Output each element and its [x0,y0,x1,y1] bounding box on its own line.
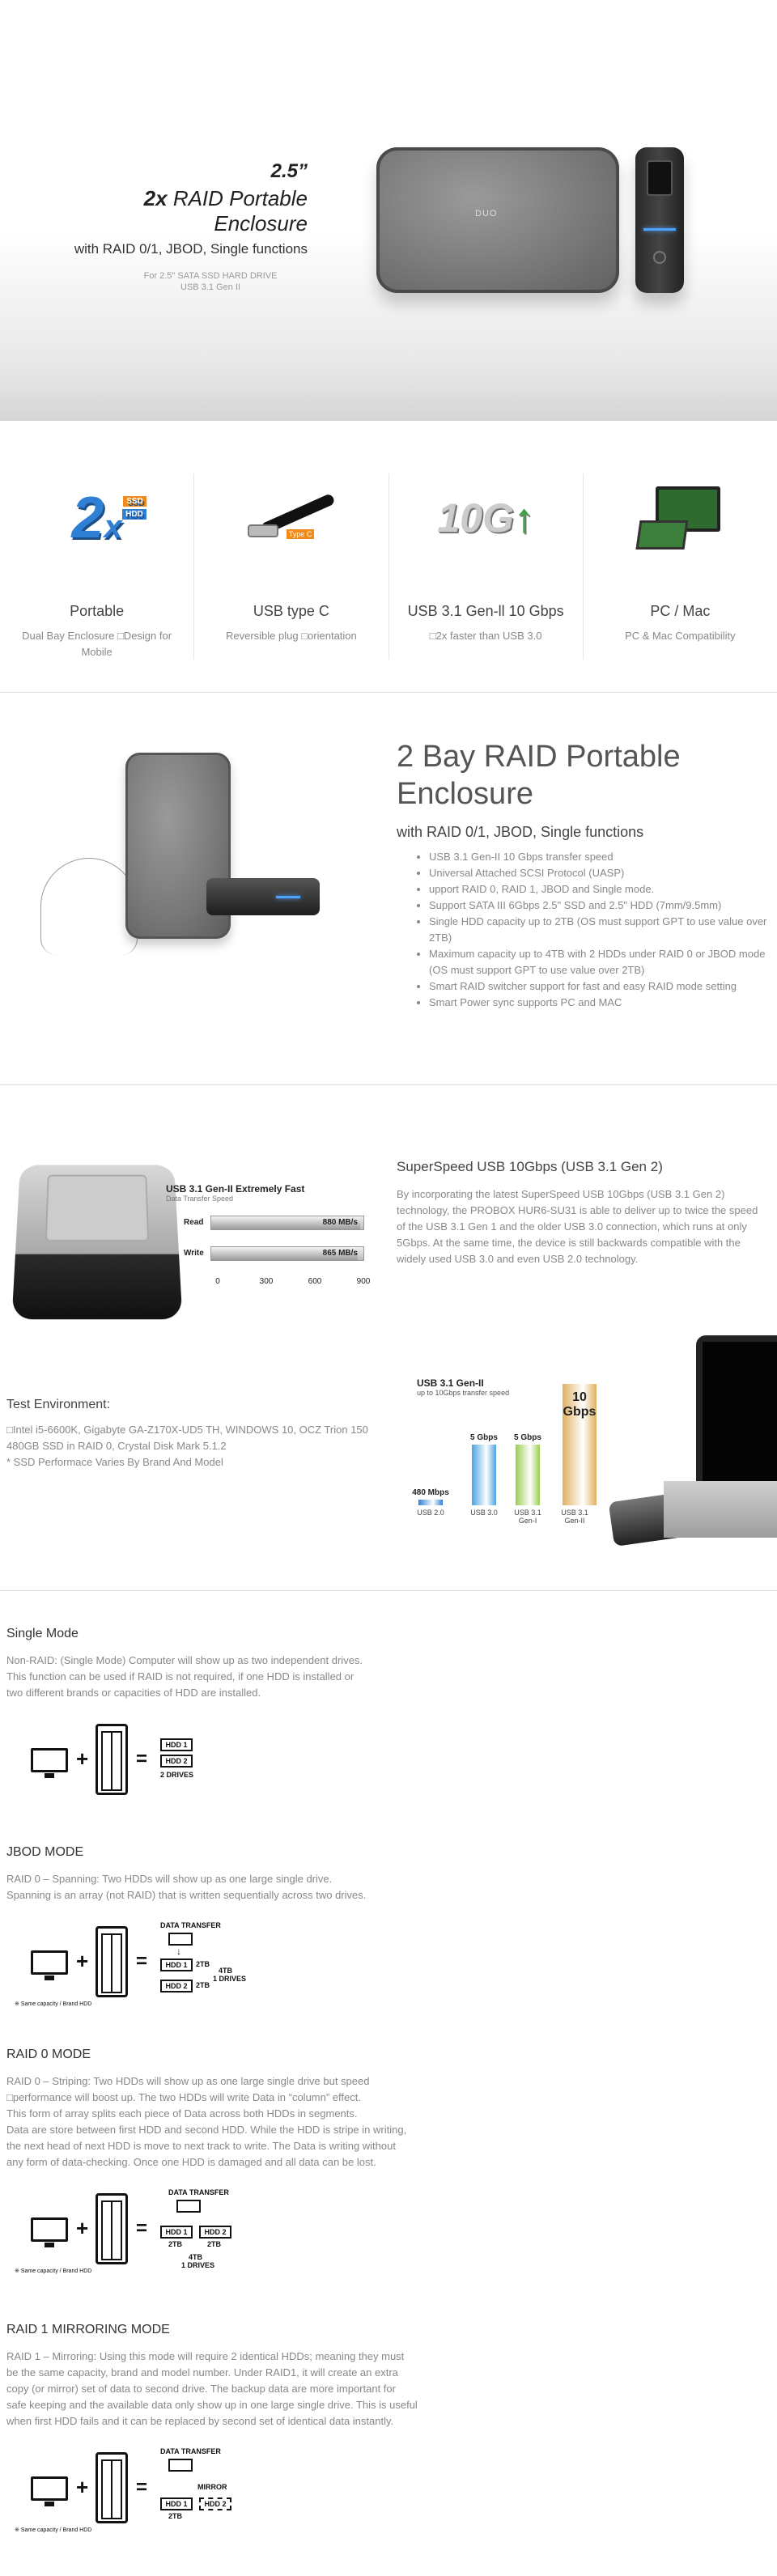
device-logo: DUO [475,209,498,219]
comparison-chart-title: USB 3.1 Gen-II [417,1377,484,1389]
divider [0,692,777,693]
mode-description-line: This form of array splits each piece of Data across both HDDs in segments. [6,2107,358,2120]
10g-arrow-icon: 10G↑ [437,495,534,541]
usb-port-icon [647,160,673,196]
power-button-icon [653,251,666,264]
spec-subtitle: with RAID 0/1, JBOD, Single functions [397,824,644,840]
mode-description-line: RAID 0 – Spanning: Two HDDs will show up as one large single drive. [6,1873,333,1885]
mode-description-line: copy (or mirror) set of data to second drive. The backup data are more important for [6,2383,396,2395]
mode-description-line: This function can be used if RAID is not required, if one HDD is installed or [6,1670,355,1683]
mode-section [6,1845,771,2007]
equals-icon: = [136,2476,148,2498]
folder-icon [168,2459,193,2472]
comparison-bar-label: USB 3.0 [470,1509,498,1517]
drives-count: 1 DRIVES [181,2261,215,2269]
feature-title: USB 3.1 Gen-ll 10 Gbps [407,603,564,619]
comparison-bar-value: 480 Mbps [412,1487,449,1497]
speed-bar-read [166,1216,372,1232]
hdd-box: HDD 2 [199,2226,231,2239]
divider [0,1084,777,1085]
spec-item: • Single HDD capacity up to 2TB (OS must support GPT to use value over 2TB) [429,914,769,946]
mode-diagram [15,2188,241,2274]
mode-description-line: □performance will boost up. The two HDDs will write Data in “column” effect. [6,2091,361,2103]
mode-note: ※ Same capacity / Brand HDD [15,2527,92,2533]
arrow-down-icon: ↓ [176,1946,181,1957]
bar-label: Write [184,1249,204,1258]
hero-title-rest: RAID Portable Enclosure [172,186,308,236]
comparison-bar-value: 10 Gbps [563,1390,597,1419]
hdd-capacity: 2TB [196,1960,210,1968]
monitor-icon [31,2476,68,2501]
drives-count: 2 DRIVES [160,1771,194,1779]
test-environment-block [6,1398,379,1470]
comparison-bar-value: 5 Gbps [470,1433,498,1442]
folder-icon [176,2200,201,2213]
enclosure-horizontal-image [206,878,320,915]
data-transfer-label: DATA TRANSFER [168,2188,229,2196]
mode-description-line: RAID 1 – Mirroring: Using this mode will require 2 identical HDDs; meaning they must [6,2350,405,2362]
feature-usb-speed [388,473,583,660]
hdd-box: HDD 1 [160,1738,193,1751]
test-env-note: * SSD Performace Varies By Brand And Model [6,1456,223,1468]
mode-description-line: Data are store between first HDD and second HDD. While the HDD is stripe in writing, [6,2124,407,2136]
equals-icon: = [136,1748,148,1770]
mirror-label: MIRROR [197,2483,227,2491]
spec-item: • Smart Power sync supports PC and MAC [429,995,769,1011]
usb-comparison-chart [409,1327,777,1570]
mode-title: JBOD MODE [6,1845,84,1859]
mode-description [6,2073,460,2171]
usb-type-c-cable-icon [194,473,388,562]
mode-description-line: RAID 0 – Striping: Two HDDs will show up as one large single drive but speed [6,2075,370,2087]
feature-desc: Reversible plug □orientation [225,630,357,642]
enclosure-side-image [635,147,684,293]
mode-description-line: any form of data-checking. Once one HDD is damaged and all data can be lost. [6,2156,376,2168]
type-c-badge: Type C [287,529,315,539]
speed-chart-subtitle: Data Transfer Speed [166,1195,234,1203]
enclosure-icon [96,1724,128,1795]
superspeed-block [397,1159,769,1267]
comparison-bar [470,1433,498,1517]
superspeed-body: By incorporating the latest SuperSpeed USB 10Gbps (USB 3.1 Gen 2) technology, the PROBOX HUR6-SU31 is able to deliver up to twice the speed of the USB 3.1 Gen 1 and the older USB 3.0 connection, which runs at only 5Gbps. At the same time, the device is still backwards compatible with the widely used USB 3.0 and even USB 2.0 technology. [397,1188,758,1265]
hdd-box: HDD 2 [199,2497,231,2510]
speed-chart-title: USB 3.1 Gen-II Extremely Fast [166,1183,305,1195]
hero-size: 2.5” [270,160,308,182]
mode-title: Single Mode [6,1627,79,1640]
mode-diagram [15,2447,241,2533]
feature-title: Portable [70,603,125,619]
mode-diagram [31,1724,241,1797]
feature-desc: □2x faster than USB 3.0 [429,630,542,642]
hdd-capacity: 2TB [207,2240,222,2248]
spec-item: • upport RAID 0, RAID 1, JBOD and Single mode. [429,881,769,898]
comparison-bar-label: USB 3.1 Gen-II [561,1509,588,1525]
plus-icon: + [76,1949,89,1973]
drives-count: 1 DRIVES [213,1975,247,1983]
mode-description [6,1653,460,1701]
spec-title: 2 Bay RAID Portable Enclosure [397,740,681,811]
comparison-chart-subtitle: up to 10Gbps transfer speed [417,1389,510,1397]
mode-section [6,2048,771,2274]
comparison-bar-label: USB 2.0 [417,1509,444,1517]
spec-item: • Smart RAID switcher support for fast and easy RAID mode setting [429,978,769,995]
bar-label: Read [184,1218,204,1227]
test-env-heading: Test Environment: [6,1398,111,1411]
equals-icon: = [136,1950,148,1972]
feature-pc-mac [583,473,777,660]
folder-icon [168,1933,193,1946]
mode-note: ※ Same capacity / Brand HDD [15,2268,92,2274]
hero-banner [0,0,777,421]
mode-section [6,2323,771,2533]
monitor-icon [31,1748,68,1772]
spec-block [397,738,769,1011]
hdd-box: HDD 1 [160,1959,193,1971]
hdd-badge: HDD [122,509,146,520]
feature-usb-type-c [193,473,388,660]
feature-title: USB type C [253,603,329,619]
spec-item: • Universal Attached SCSI Protocol (UASP) [429,865,769,881]
hand-outline-icon [40,858,138,955]
speed-axis [166,1277,372,1288]
spec-item: • USB 3.1 Gen-II 10 Gbps transfer speed [429,849,769,865]
hero-title-prefix: 2x [143,186,168,210]
2x-ssd-hdd-icon: 2x SSD HDD [0,473,193,562]
mode-note: ※ Same capacity / Brand HDD [15,2001,92,2007]
spec-list [397,849,769,1011]
axis-tick: 900 [356,1277,371,1286]
mode-description-line: Spanning is an array (not RAID) that is written sequentially across two drives. [6,1889,367,1901]
feature-desc: Dual Bay Enclosure □Design for Mobile [22,630,172,658]
ssd-badge: SSD [123,496,146,507]
bar-value: 865 MB/s [322,1249,358,1258]
mode-description-line: Non-RAID: (Single Mode) Computer will show up as two independent drives. [6,1654,363,1666]
mode-diagram [15,1921,247,2007]
speed-bar-write [166,1246,372,1263]
feature-row [0,473,777,660]
mode-description-line: be the same capacity, brand and model number. Under RAID1, it will create an extra [6,2366,398,2379]
hdd-capacity: 2TB [196,1981,210,1989]
mode-description-line: when first HDD fails and it can be replaced by second set of identical data instantly. [6,2415,394,2427]
hero-small-print [49,270,308,293]
laptop-image [696,1335,777,1538]
mode-description [6,1871,460,1903]
hdd-box: HDD 1 [160,2497,193,2510]
comparison-bar [514,1433,541,1525]
mode-description-line: safe keeping and the available data only show up in one large single drive. This is useful [6,2399,418,2411]
plus-icon: + [76,2475,89,2499]
comparison-bar [561,1384,597,1525]
docking-device-image [16,1149,388,1327]
divider [0,1590,777,1591]
spec-item: • Maximum capacity up to 4TB with 2 HDDs under RAID 0 or JBOD mode (OS must support GPT to use value over 2TB) [429,946,769,978]
data-transfer-label: DATA TRANSFER [160,2447,221,2455]
monitor-icon [31,2217,68,2242]
hero-text [49,160,308,293]
led-indicator-icon [643,228,676,231]
mode-description-line: the next head of next HDD is move to next track to write. The Data is writing without [6,2140,396,2152]
enclosure-front-image [376,147,619,293]
mode-section [6,1627,771,1779]
spec-item: • Support SATA III 6Gbps 2.5" SSD and 2.5" HDD (7mm/9.5mm) [429,898,769,914]
plus-icon: + [76,1746,89,1771]
axis-tick: 0 [215,1277,220,1286]
pc-mac-icon [584,473,777,562]
hdd-capacity: 2TB [168,2512,183,2520]
hdd-box: HDD 2 [160,1755,193,1768]
hero-small-line1: For 2.5" SATA SSD HARD DRIVE [143,271,278,281]
bar-value: 880 MB/s [322,1218,358,1227]
comparison-bar-label: USB 3.1 Gen-I [514,1509,541,1525]
comparison-bar [412,1487,449,1517]
hdd-capacity: 2TB [168,2240,183,2248]
mode-description-line: two different brands or capacities of HDD are installed. [6,1687,261,1699]
hdd-box: HDD 1 [160,2226,193,2239]
total-capacity: 4TB [219,1967,233,1975]
axis-tick: 600 [308,1277,322,1286]
plus-icon: + [76,2216,89,2240]
enclosure-icon [96,2452,128,2523]
mode-title: RAID 0 MODE [6,2048,91,2061]
enclosure-in-hand-image [24,736,332,979]
hero-title [49,186,308,236]
mode-title: RAID 1 MIRRORING MODE [6,2323,170,2336]
axis-tick: 300 [259,1277,274,1286]
enclosure-icon [96,2193,128,2264]
hero-subtitle: with RAID 0/1, JBOD, Single functions [74,241,308,257]
feature-portable [0,473,193,660]
data-transfer-label: DATA TRANSFER [160,1921,221,1929]
hero-small-line2: USB 3.1 Gen II [180,282,240,292]
enclosure-icon [96,1926,128,1997]
monitor-icon [31,1950,68,1975]
equals-icon: = [136,2217,148,2239]
comparison-bar-value: 5 Gbps [514,1433,541,1442]
mode-description [6,2349,460,2430]
10g-label: 10G [437,495,514,541]
hdd-box: HDD 2 [160,1980,193,1992]
test-env-line: □Intel i5-6600K, Gigabyte GA-Z170X-UD5 TH, WINDOWS 10, OCZ Trion 150 480GB SSD in RAID 0, Crystal Disk Mark 5.1.2 [6,1424,368,1452]
feature-desc: PC & Mac Compatibility [625,630,736,642]
total-capacity: 4TB [189,2253,203,2261]
superspeed-heading: SuperSpeed USB 10Gbps (USB 3.1 Gen 2) [397,1159,663,1174]
feature-title: PC / Mac [650,603,711,619]
